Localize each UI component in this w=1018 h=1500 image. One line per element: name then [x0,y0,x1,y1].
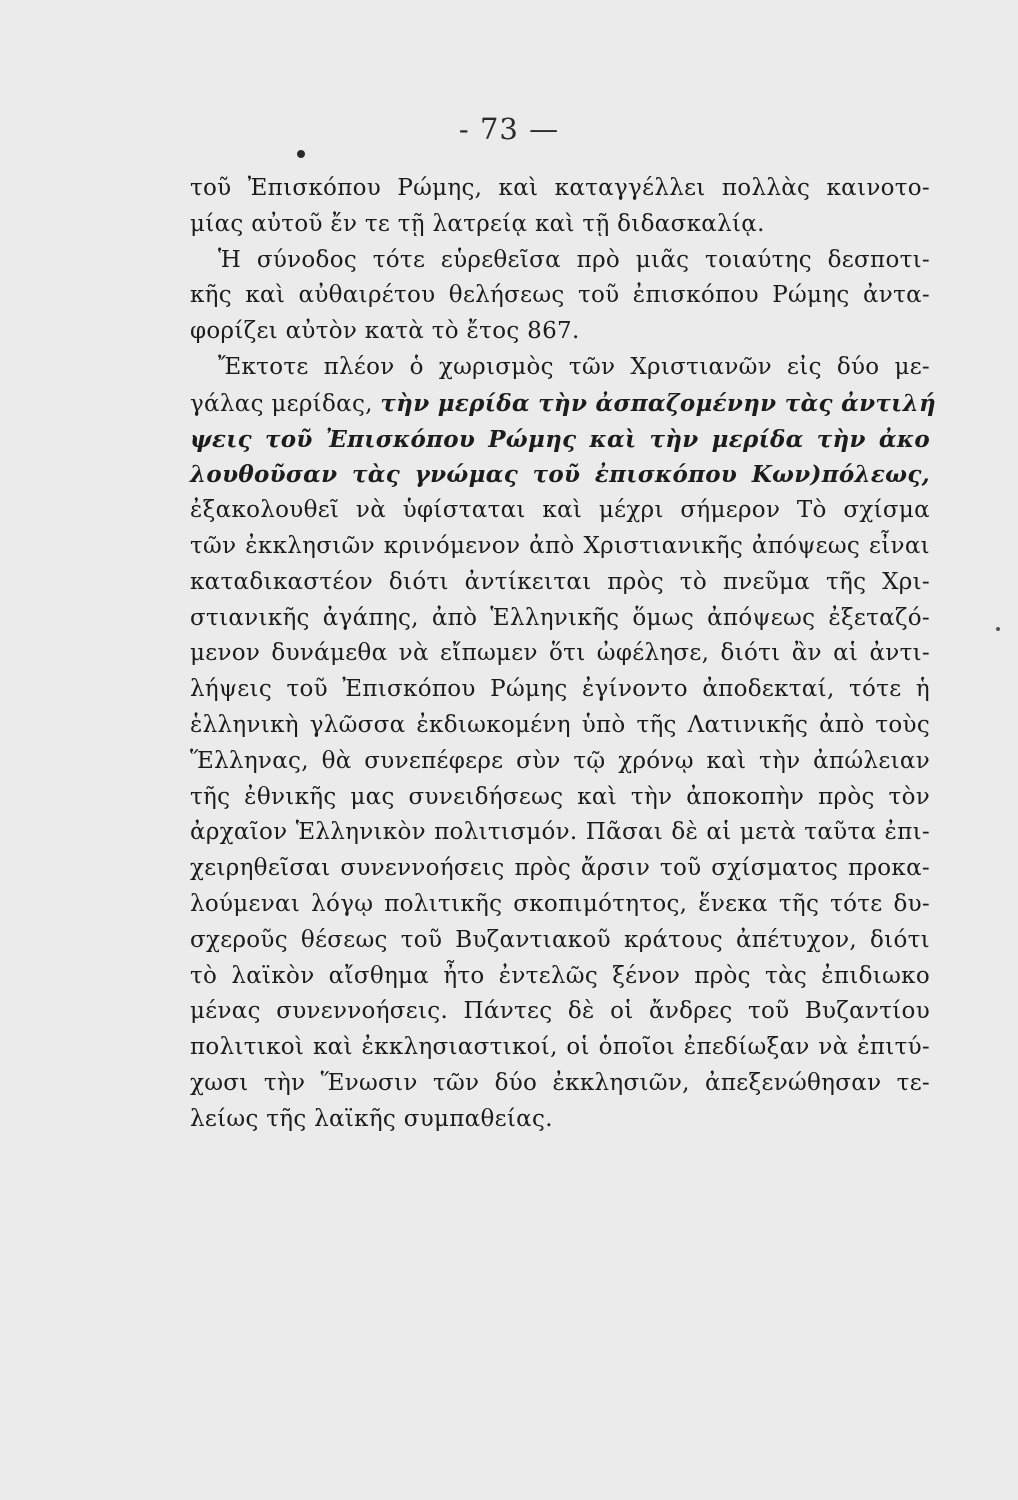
text-line [190,243,930,279]
text-line: ἐξακολουθεῖ νὰ ὑφίσταται καὶ μέχρι σήμερον Τὸ σχίσμα [190,497,930,524]
text-line: Ἕλληνας, θὰ συνεπέφερε σὺν τῷ χρόνῳ καὶ τὴν ἀπώλειαν [190,747,930,774]
margin-speck [996,627,1000,631]
text-line: χωσι τὴν Ἕνωσιν τῶν δύο ἐκκλησιῶν, ἀπεξενώθησαν τε- [190,1069,930,1096]
text-line: τὸ λαϊκὸν αἴσθημα ἦτο ἐντελῶς ξένον πρὸς τὰς ἐπιδιωκο [190,962,930,989]
text-line: σχεροῦς θέσεως τοῦ Βυζαντιακοῦ κράτους ἀπέτυχον, διότι [190,926,930,953]
ink-dot [297,150,305,158]
text-line: χειρηθεῖσαι συνεννοήσεις πρὸς ἄρσιν τοῦ σχίσματος προκα- [190,855,930,882]
plain-text: γάλας μερίδας, [190,390,373,417]
text-line: φορίζει αὐτὸν κατὰ τὸ ἔτος 867. [190,318,580,345]
page-number-dash-right: — [529,112,560,146]
text-line: λήψεις τοῦ Ἐπισκόπου Ρώμης ἐγίνοντο ἀποδεκταί, τότε ἡ [190,676,930,703]
text-line: πολιτικοὶ καὶ ἐκκλησιαστικοί, οἱ ὁποῖοι ἐπεδίωξαν νὰ ἐπιτύ- [190,1034,930,1061]
text-line: τῆς ἐθνικῆς μας συνειδήσεως καὶ τὴν ἀποκοπὴν πρὸς τὸν [190,783,930,810]
text-line: μένας συνεννοήσεις. Πάντες δὲ οἱ ἄνδρες τοῦ Βυζαντίου [190,998,930,1025]
text-line: κῆς καὶ αὐθαιρέτου θελήσεως τοῦ ἐπισκόπου Ρώμης ἀντα- [190,282,930,309]
text-line [190,350,930,386]
paragraph-text: Ἡ σύνοδος τότε εὑρεθεῖσα πρὸ μιᾶς τοιαύτης δεσποτι- [218,246,930,273]
paragraph-text: Ἔκτοτε πλέον ὁ χωρισμὸς τῶν Χριστιανῶν εἰς δύο με- [218,353,930,380]
text-line-emphasis: ψεις τοῦ Ἐπισκόπου Ρώμης καὶ τὴν μερίδα τὴν ἀκο [190,425,930,453]
page-number [0,112,1018,146]
text-line: ἑλληνικὴ γλῶσσα ἐκδιωκομένη ὑπὸ τῆς Λατινικῆς ἀπὸ τοὺς [190,711,930,738]
text-line: στιανικῆς ἀγάπης, ἀπὸ Ἑλληνικῆς ὅμως ἀπόψεως ἐξεταζό- [190,604,930,631]
page-number-dash-left: - [458,112,470,146]
text-line: τοῦ Ἐπισκόπου Ρώμης, καὶ καταγγέλλει πολλὰς καινοτο- [190,175,930,201]
text-line [190,386,937,422]
text-line: τῶν ἐκκλησιῶν κρινόμενον ἀπὸ Χριστιανικῆς ἀπόψεως εἶναι [190,532,930,559]
text-line: λούμεναι λόγῳ πολιτικῆς σκοπιμότητος, ἕνεκα τῆς τότε δυ- [190,890,930,917]
text-line: μενον δυνάμεθα νὰ εἴπωμεν ὅτι ὠφέλησε, διότι ἂν αἱ ἀντι- [190,640,930,667]
page-number-value: 73 [479,112,519,146]
text-line: ἀρχαῖον Ἑλληνικὸν πολιτισμόν. Πᾶσαι δὲ αἱ μετὰ ταῦτα ἐπι- [190,819,930,846]
emphasis-text: τὴν μερίδα τὴν ἀσπαζομένην τὰς ἀντιλή [380,389,937,417]
text-line-emphasis: λουθοῦσαν τὰς γνώμας τοῦ ἐπισκόπου Κων)πόλεως, [190,461,930,489]
text-line: καταδικαστέον διότι ἀντίκειται πρὸς τὸ πνεῦμα τῆς Χρι- [190,568,930,595]
body-text [190,171,937,1138]
text-line: μίας αὐτοῦ ἔν τε τῇ λατρείᾳ καὶ τῇ διδασκαλίᾳ. [190,210,765,237]
text-line: λείως τῆς λαϊκῆς συμπαθείας. [190,1105,553,1132]
